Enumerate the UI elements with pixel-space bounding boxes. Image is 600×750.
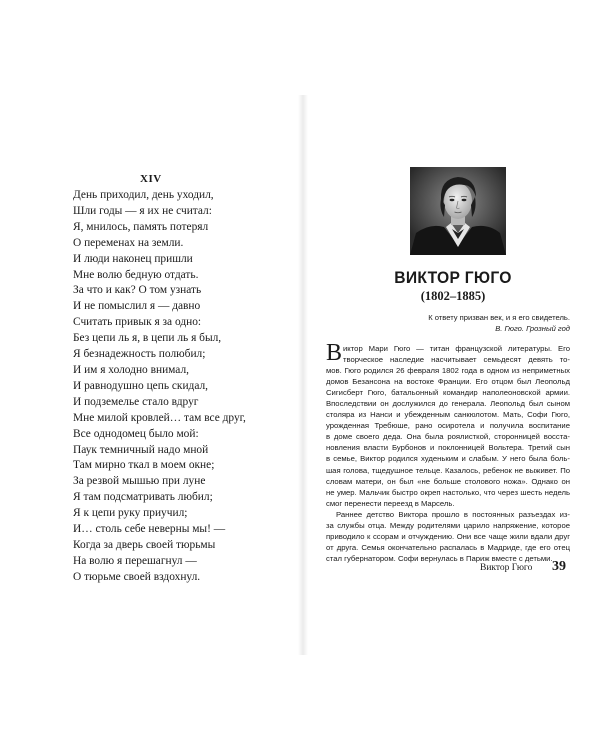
poem-line: Я безнадежность полюбил; — [73, 348, 206, 361]
text-line: Впоследствии он дослужился до генерала. Леопольд был сыном — [326, 399, 570, 409]
text-line: словам матери, он был «не больше столового ножа». Однако он — [326, 476, 570, 486]
text-line: смог перенести переезд в Марсель. — [326, 498, 455, 508]
poem-line: На волю я перешагнул — — [73, 554, 197, 567]
poem-line: Мне милой кровлей… там все друг, — [73, 411, 246, 424]
poem-line: За что и как? О том узнать — [73, 284, 202, 297]
text-line: домов Безансона на востоке Франции. Его отцом был Леопольд — [326, 377, 570, 387]
poem-line: Мне волю бедную отдать. — [73, 268, 199, 281]
poem-line: И им я холодно внимал, — [73, 363, 189, 376]
poem-line: Я, мнилось, память потерял — [73, 220, 209, 233]
poem-line: О тюрьме своей вздохнул. — [73, 570, 201, 583]
poem-line: Я там подсматривать любил; — [73, 491, 213, 504]
text-line: урожденная Требюше, рано осиротела и получила воспитание — [326, 421, 570, 431]
poem-line: За резвой мышью при луне — [73, 475, 206, 488]
poem-line: И равнодушно цепь скидал, — [73, 379, 209, 392]
poem-line: Паук темничный надо мной — [73, 443, 209, 456]
poem-line: День приходил, день уходил, — [73, 189, 214, 201]
epigraph-quote: К ответу призван век, и я его свидетель. — [428, 313, 570, 322]
text-line: стал губернатором. Софи вернулась в Париж вместе с детьми. — [326, 553, 553, 563]
text-line: столяра из Нанси и убежденным санкюлотом. Мать, Софи Гюго, — [326, 410, 570, 420]
drop-cap-letter: В — [326, 340, 343, 366]
running-head: Виктор Гюго — [480, 563, 533, 573]
page-number: 39 — [552, 559, 566, 574]
text-line: шая голова, тщедушное тельце. Казалось, ребенок не выживет. По — [326, 465, 570, 475]
text-line: в доме своего деда. Она была роялисткой, сторонницей восста- — [326, 432, 570, 442]
text-line: Раннее детство Виктора прошло в постоянных разъездах из- — [336, 509, 570, 519]
text-line: иктор Мари Гюго — титан французской литературы. Его — [343, 344, 570, 353]
epigraph-source: В. Гюго. Грозный год — [495, 324, 570, 333]
poem-line: И люди наконец пришли — [73, 252, 193, 265]
text-line: за службы отца. Между родителями царило напряжение, которое — [326, 520, 570, 530]
text-line: Сигисберт Гюго, батальонный командир наполеоновской армии. — [326, 388, 570, 398]
poem-line: О переменах на земли. — [73, 236, 184, 249]
poem-line: Там мирно ткал в моем окне; — [73, 459, 215, 472]
text-line: мов. Гюго родился 26 февраля 1802 года в одном из неприметных — [326, 366, 570, 376]
author-years: (1802–1885) — [420, 289, 486, 303]
text-line: не умер. Мальчик быстро окреп настолько, что через шесть недель — [326, 487, 570, 497]
text-line: от друга. Семья окончательно распалась в Мадриде, где его отец — [326, 542, 570, 552]
poem-line: Я к цепи руку приучил; — [73, 507, 188, 520]
page-gutter — [298, 95, 308, 655]
author-portrait-image — [410, 167, 506, 255]
epigraph — [330, 312, 570, 334]
biography-text — [326, 340, 570, 564]
poem-line: Все однодомец было мой: — [73, 427, 199, 440]
poem-section-number: XIV — [140, 173, 162, 185]
poem-line: Когда за дверь своей тюрьмы — [73, 538, 216, 551]
poem-text — [73, 188, 283, 586]
text-line: в семье, Виктор родился худеньким и слабым. У него была боль- — [326, 454, 570, 464]
poem-line: И подземелье стало вдруг — [73, 395, 199, 408]
poem-line: И… столь себе неверны мы! — — [73, 523, 226, 536]
text-line: новления власти Бурбонов и поклонницей Вольтера. Третий сын — [326, 443, 570, 453]
text-line: приводило к ссорам и отчуждению. Они все чаще жили вдали друг — [326, 531, 570, 541]
poem-line: Считать привык я за одно: — [73, 316, 202, 329]
poem-line: Шли годы — я их не считал: — [73, 204, 212, 217]
poem-line: Без цепи ль я, в цепи ль я был, — [73, 332, 222, 345]
text-line: творческое наследие насчитывает семьдесят девять то- — [343, 355, 570, 365]
author-name-heading: ВИКТОР ГЮГО — [394, 268, 512, 287]
poem-line: И не помыслил я — давно — [73, 300, 201, 313]
